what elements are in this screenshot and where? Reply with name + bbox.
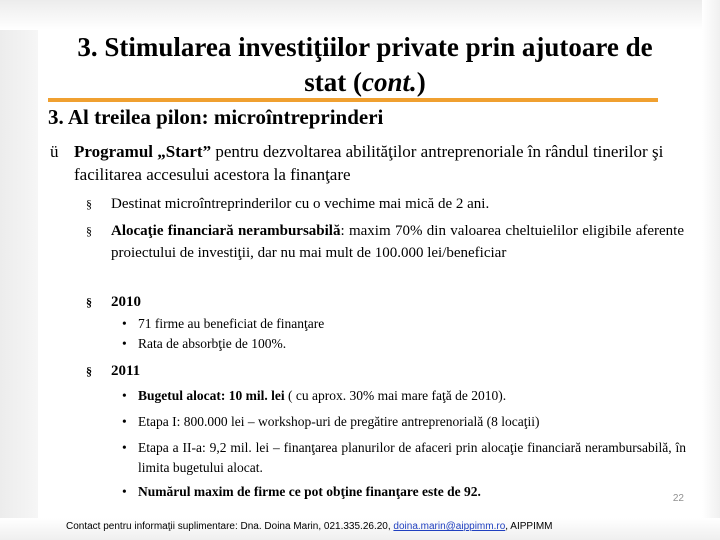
page-number: 22 bbox=[672, 493, 684, 504]
program-name: Programul „Start” bbox=[74, 142, 212, 161]
square-bullet-icon: § bbox=[86, 364, 92, 378]
year-2010-label: 2010 bbox=[111, 294, 141, 310]
numar-text: Numărul maxim de firme ce pot obţine finanţare este de 92. bbox=[138, 484, 481, 499]
etapa2-text: Etapa a II-a: 9,2 mil. lei – finanţarea planurilor de afaceri prin alocaţie financiară nerambursabilă, în limita bugetului alocat. bbox=[138, 440, 686, 475]
title-line-1: 3. Stimularea investiţiilor private prin ajutoare de bbox=[77, 32, 653, 62]
destinat-text: Destinat microîntreprinderilor cu o vechime mai mică de 2 ani. bbox=[111, 196, 490, 212]
title-line-2-suffix: ) bbox=[416, 67, 426, 97]
title-underline-rule bbox=[48, 98, 658, 102]
etapa1-text: Etapa I: 800.000 lei – workshop-uri de pregătire antreprenorială (8 locaţii) bbox=[138, 414, 540, 429]
dot-bullet-icon: • bbox=[122, 336, 127, 351]
list-item-destinat bbox=[86, 193, 684, 215]
title-line-2 bbox=[60, 65, 670, 100]
absorption-2010-text: Rata de absorbţie de 100%. bbox=[138, 336, 287, 351]
section-subtitle: 3. Al treilea pilon: microîntreprinderi bbox=[48, 105, 384, 129]
list-item-2010-firms bbox=[122, 314, 686, 334]
program-description: pentru dezvoltarea abilităţilor antreprenoriale în rândul tinerilor şi facilitarea accesului acestora la finanţare bbox=[74, 142, 664, 184]
dot-bullet-icon: • bbox=[122, 440, 127, 455]
footer-contact-prefix: Contact pentru informaţii suplimentare: Dna. Doina Marin, 021.335.26.20, bbox=[66, 521, 394, 532]
slide-frame-left bbox=[0, 0, 38, 540]
buget-description: ( cu aprox. 30% mai mare faţă de 2010). bbox=[284, 388, 507, 403]
footer-contact-suffix: , AIPPIMM bbox=[505, 521, 553, 532]
list-item-2010-absorption bbox=[122, 334, 686, 354]
list-item-2011-etapa1 bbox=[122, 412, 686, 432]
dot-bullet-icon: • bbox=[122, 414, 127, 429]
footer-contact bbox=[66, 521, 553, 532]
year-2011-label: 2011 bbox=[111, 363, 141, 379]
square-bullet-icon: § bbox=[86, 224, 92, 238]
list-item-alocatie bbox=[86, 220, 684, 264]
dot-bullet-icon: • bbox=[122, 388, 127, 403]
buget-label: Bugetul alocat: 10 mil. lei bbox=[138, 388, 285, 403]
buget-text bbox=[122, 386, 686, 406]
list-item-2011 bbox=[86, 360, 684, 382]
firms-2010-text: 71 firme au beneficiat de finanţare bbox=[138, 316, 325, 331]
slide-frame-top bbox=[0, 0, 720, 30]
slide-frame-right bbox=[702, 0, 720, 540]
footer-email-link[interactable]: doina.marin@aippimm.ro bbox=[393, 521, 506, 532]
list-item-2011-numar bbox=[122, 482, 686, 502]
square-bullet-icon: § bbox=[86, 197, 92, 211]
program-text bbox=[50, 140, 686, 186]
dot-bullet-icon: • bbox=[122, 484, 127, 499]
alocatie-text bbox=[86, 220, 684, 264]
title-cont: cont. bbox=[361, 67, 417, 97]
dot-bullet-icon: • bbox=[122, 316, 127, 331]
list-item-2011-etapa2 bbox=[122, 438, 686, 478]
slide-title bbox=[60, 30, 670, 100]
alocatie-description: : maxim 70% din valoarea cheltuielilor eligibile aferente proiectului de investiţii, dar nu mai mult de 100.000 lei/beneficiar bbox=[111, 223, 684, 261]
check-bullet-icon: ü bbox=[50, 142, 59, 161]
list-item-2011-buget bbox=[122, 386, 686, 406]
program-item bbox=[50, 140, 686, 186]
list-item-2010 bbox=[86, 291, 684, 313]
alocatie-label: Alocaţie financiară nerambursabilă bbox=[111, 223, 341, 239]
title-line-2-prefix: stat ( bbox=[304, 67, 362, 97]
square-bullet-icon: § bbox=[86, 295, 92, 309]
